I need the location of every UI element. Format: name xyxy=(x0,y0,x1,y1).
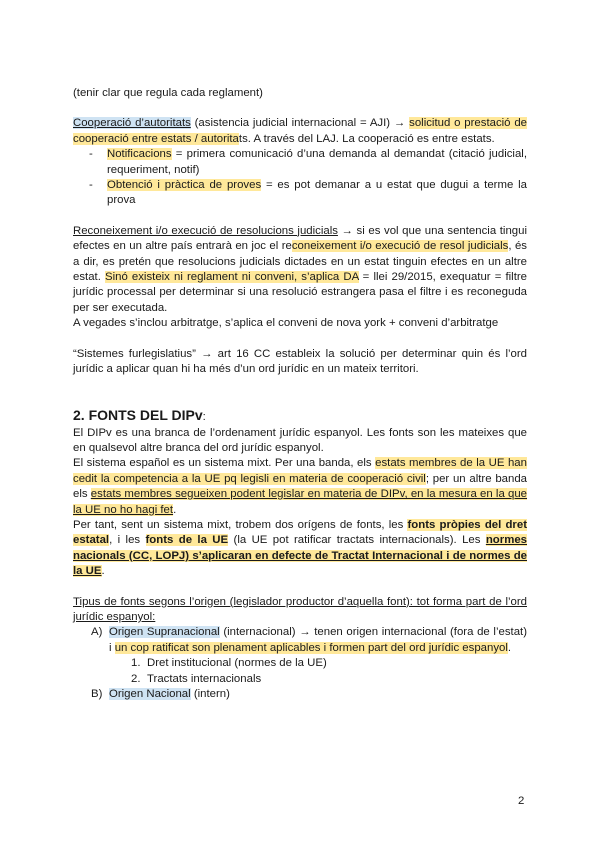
sistema-mixt-paragraph: El sistema español es un sistema mixt. Per una banda, els estats membres de la UE han cedit la competencia a la UE pq legisli en materia de cooperació civil; per un altre banda els estats membres segueixen podent legislar en materia de DIPv, en la mesura en la que la UE no ho hagi fet. xyxy=(73,457,528,516)
ue-legislar-highlight: estats membres segueixen podent legislar en materia de DIPv, en la mesura en la que la UE no ho hagi fet xyxy=(73,488,528,516)
fonts-propies-highlight: fonts pròpies del dret estatal xyxy=(73,518,527,547)
fonts-ue-highlight: fonts de la UE xyxy=(145,534,229,547)
cooperacio-term: Cooperació d’autoritats xyxy=(73,117,191,130)
normes-nacionals-highlight: normes nacionals (CC, LOPJ) s’aplicaran en defecte de Tractat Internacional i de normes de la UE xyxy=(73,534,527,578)
cooperacio-highlight: solicitud o prestació de cooperació entre estats / autorita xyxy=(73,117,528,145)
dipv-paragraph: El DIPv es una branca de l’ordenament jurídic espanyol. Les fonts son les mateixes que en qualsevol altre branca del ord jurídic espanyol. xyxy=(73,426,527,454)
sistemes-paragraph: “Sistemes furlegislatius” → art 16 CC estableix la solució per determinar quin és l’ord jurídic a aplicar quan hi ha més d’un ord jurídic en un mateix territori. xyxy=(73,347,527,376)
origen-list xyxy=(73,625,527,702)
document-page xyxy=(73,86,527,702)
reconeixement-highlight: coneixement i/o execució de resol judicials xyxy=(291,240,509,253)
list-item: - Obtenció i pràctica de proves = es pot demanar a u estat que dugui a terme la prova xyxy=(107,178,527,209)
supranacional-sublist xyxy=(109,656,527,687)
list-item: - Notificacions = primera comunicació d’una demanda al demandat (citació judicial, requeriment, notif) xyxy=(107,147,527,178)
section-heading: 2. FONTS DEL DIPv: xyxy=(73,406,206,423)
nacional-term: Origen Nacional xyxy=(109,688,191,700)
arbitratge-line: A vegades s’inclou arbitratge, s’aplica el conveni de nova york + conveni d’arbitratge xyxy=(73,317,499,330)
list-item: 2. Tractats internacionals xyxy=(131,672,262,685)
reconeixement-paragraph: Reconeixement i/o execució de resolucions judicials → si es vol que una sentencia tingui efectes en un altre país entrarà en joc el reconeixement i/o execució de resol judicials, és a dir, es pretén que resolucions judicials dictades en un estat tinguin efectes en un altre estat. Sinó existeix ni reglament ni conveni, s’aplica DA = llei 29/2015, exequatur = filtre jurídic processal per determinar si una resolució estrangera pasa el filtre i es reconeguda per ser executada. xyxy=(73,224,527,314)
supranacional-term: Origen Supranacional xyxy=(109,626,220,639)
list-item: A) Origen Supranacional (internacional) → tenen origen internacional (fora de l’estat) i un cop ratificat son plenament aplicables i formen part del ord jurídic espanyol. 1. Dret institucional (normes de la UE) 2. Tractats internacionals xyxy=(109,625,527,687)
list-item: B) Origen Nacional (intern) xyxy=(91,688,230,700)
notificacions-term: Notificacions xyxy=(107,148,172,161)
cooperacio-paragraph: Cooperació d’autoritats (asistencia judicial internacional = AJI) → solicitud o prestació de cooperació entre estats / autoritats. A través del LAJ. La cooperació es entre estats. xyxy=(73,117,528,145)
ratificat-highlight: un cop ratificat son plenament aplicables i formen part del ord jurídic espanyol xyxy=(114,641,508,654)
tipus-fonts-heading: Tipus de fonts segons l’origen (legislador productor d’aquella font): tot forma part de l’ord jurídic espanyol: xyxy=(73,595,527,623)
intro-note: (tenir clar que regula cada reglament) xyxy=(73,87,263,99)
list-item: 1. Dret institucional (normes de la UE) xyxy=(131,657,327,670)
cooperacio-list xyxy=(73,147,527,209)
proves-term: Obtenció i pràctica de proves xyxy=(107,179,262,192)
reconeixement-term: Reconeixement i/o execució de resolucions judicials xyxy=(73,224,338,237)
page-number: 2 xyxy=(518,795,525,807)
origens-paragraph: Per tant, sent un sistema mixt, trobem dos orígens de fonts, les fonts pròpies del dret estatal, i les fonts de la UE (la UE pot ratificar tractats internacionals). Les normes nacionals (CC, LOPJ) s’aplicaran en defecte de Tractat Internacional i de normes de la UE. xyxy=(73,518,527,578)
da-highlight: Sinó existeix ni reglament ni conveni, s’aplica DA xyxy=(104,271,359,284)
ue-cedit-highlight: estats membres de la UE han cedit la competencia a la UE pq legisli en materia de cooperació civil xyxy=(73,457,527,485)
